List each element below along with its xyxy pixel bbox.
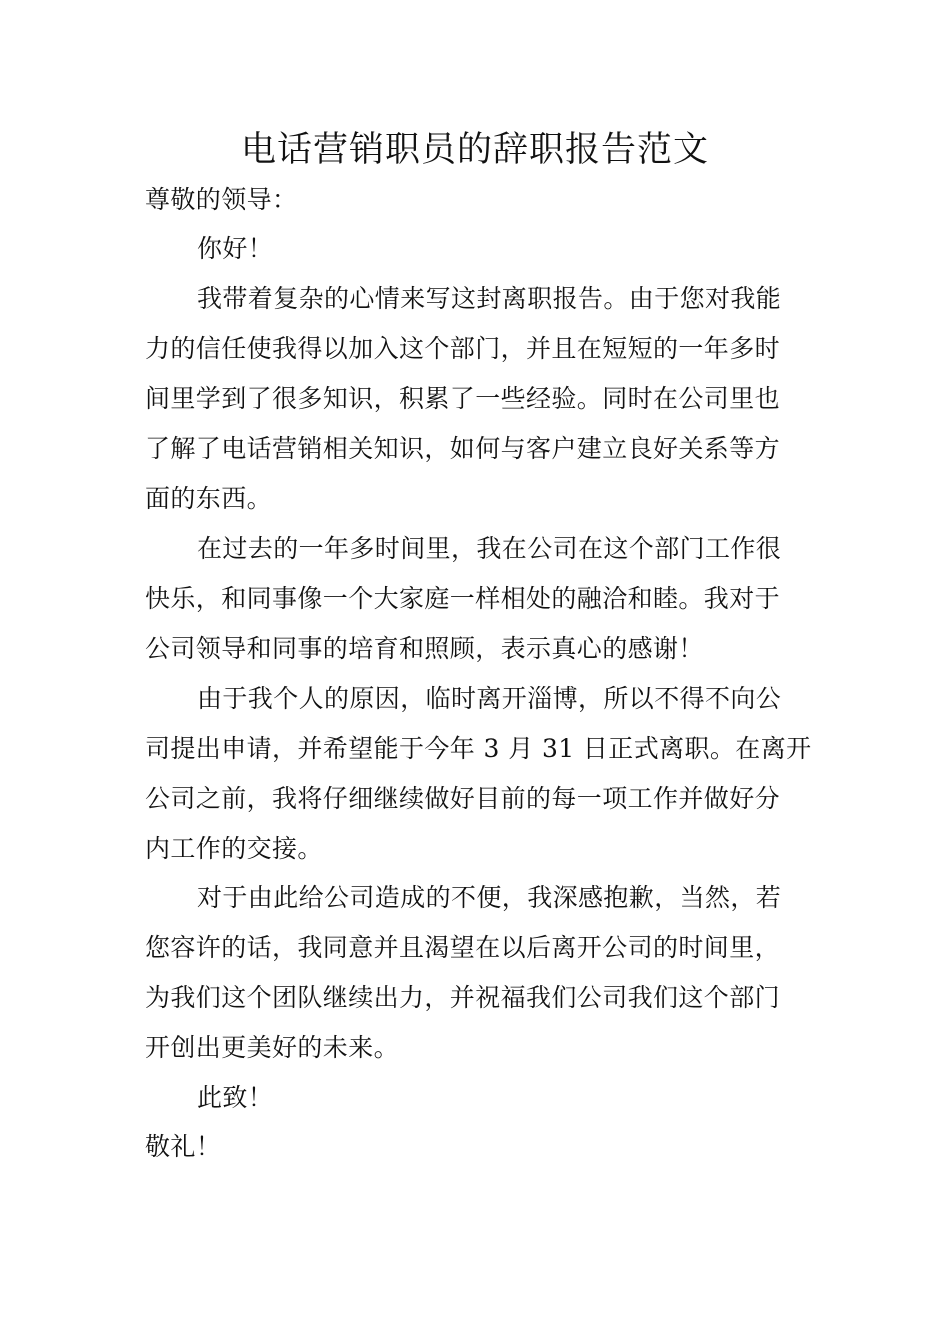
body-line: 公司领导和同事的培育和照顾，表示真心的感谢！	[145, 634, 704, 663]
body-line: 快乐，和同事像一个大家庭一样相处的融洽和睦。我对于	[145, 584, 781, 613]
body-line: 了解了电话营销相关知识，如何与客户建立良好关系等方	[145, 434, 781, 463]
body-line: 我带着复杂的心情来写这封离职报告。由于您对我能	[197, 284, 782, 313]
body-line: 为我们这个团队继续出力，并祝福我们公司我们这个部门	[145, 983, 781, 1012]
body-line: 间里学到了很多知识，积累了一些经验。同时在公司里也	[145, 384, 781, 413]
body-line: 您容许的话，我同意并且渴望在以后离开公司的时间里，	[145, 933, 781, 962]
regards: 敬礼！	[145, 1132, 222, 1161]
body-line: 在过去的一年多时间里，我在公司在这个部门工作很	[197, 534, 782, 563]
body-line: 对于由此给公司造成的不便，我深感抱歉，当然，若	[197, 883, 782, 912]
closing: 此致！	[197, 1083, 274, 1112]
body-line: 公司之前，我将仔细继续做好目前的每一项工作并做好分	[145, 784, 781, 813]
body-line: 内工作的交接。	[145, 834, 323, 863]
body-line: 力的信任使我得以加入这个部门，并且在短短的一年多时	[145, 334, 781, 363]
greeting: 你好！	[197, 234, 274, 263]
salutation: 尊敬的领导：	[145, 185, 298, 214]
body-line: 开创出更美好的未来。	[145, 1033, 400, 1062]
body-line: 面的东西。	[145, 484, 273, 513]
body-line: 司提出申请，并希望能于今年 3 月 31 日正式离职。在离开	[145, 734, 812, 763]
body-line: 由于我个人的原因，临时离开淄博，所以不得不向公	[197, 684, 782, 713]
document-title: 电话营销职员的辞职报告范文	[240, 130, 709, 170]
